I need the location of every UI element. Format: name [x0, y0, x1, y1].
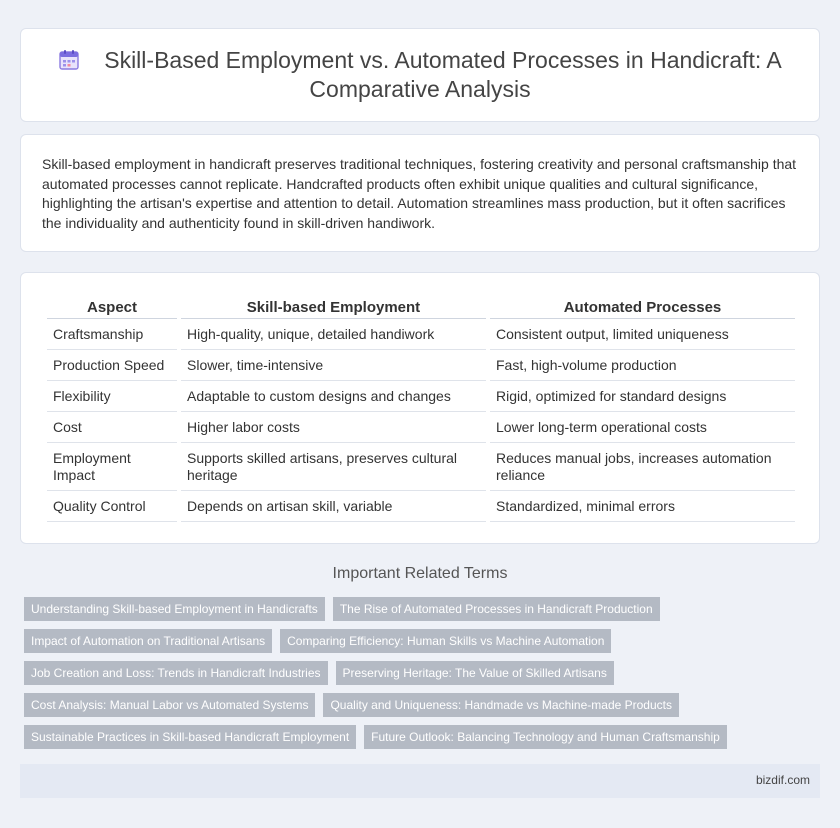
- cell-skill-based: Adaptable to custom designs and changes: [181, 381, 486, 412]
- cell-automated: Reduces manual jobs, increases automation reliance: [490, 443, 795, 491]
- header-automated: Automated Processes: [490, 297, 795, 319]
- header-skill-based: Skill-based Employment: [181, 297, 486, 319]
- cell-skill-based: Higher labor costs: [181, 412, 486, 443]
- tag-row: [24, 725, 804, 749]
- tag-row: [24, 693, 804, 717]
- page-title-wrap: [21, 46, 819, 104]
- table-row: [47, 443, 795, 491]
- cell-skill-based: Slower, time-intensive: [181, 350, 486, 381]
- related-term-link[interactable]: Understanding Skill-based Employment in Handicrafts: [24, 597, 325, 621]
- cell-skill-based: Depends on artisan skill, variable: [181, 491, 486, 522]
- table-row: [47, 412, 795, 443]
- cell-aspect: Cost: [47, 412, 177, 443]
- related-term-link[interactable]: Impact of Automation on Traditional Artisans: [24, 629, 272, 653]
- intro-card: [20, 134, 820, 252]
- related-terms-list: [24, 597, 804, 757]
- related-term-link[interactable]: Preserving Heritage: The Value of Skilled Artisans: [336, 661, 614, 685]
- cell-automated: Rigid, optimized for standard designs: [490, 381, 795, 412]
- table-row: [47, 381, 795, 412]
- cell-aspect: Quality Control: [47, 491, 177, 522]
- related-term-link[interactable]: The Rise of Automated Processes in Handicraft Production: [333, 597, 660, 621]
- cell-automated: Consistent output, limited uniqueness: [490, 319, 795, 350]
- cell-aspect: Production Speed: [47, 350, 177, 381]
- comparison-card: [20, 272, 820, 544]
- cell-automated: Fast, high-volume production: [490, 350, 795, 381]
- cell-aspect: Craftsmanship: [47, 319, 177, 350]
- related-term-link[interactable]: Quality and Uniqueness: Handmade vs Machine-made Products: [323, 693, 679, 717]
- footer-site-link[interactable]: bizdif.com: [755, 773, 810, 787]
- page-title: Skill-Based Employment vs. Automated Processes in Handicraft: A Comparative Analysis: [104, 47, 782, 102]
- comparison-table: [43, 297, 799, 522]
- intro-paragraph: Skill-based employment in handicraft preserves traditional techniques, fostering creativity and personal craftsmanship that automated processes cannot replicate. Handcrafted products often exhibit unique qualities and cultural significance, highlighting the artisan's expertise and attention to detail. Automation streamlines mass production, but it often sacrifices the individuality and authenticity found in skill-driven handiwork.: [42, 156, 797, 231]
- table-header-row: [47, 297, 795, 319]
- calendar-icon: [58, 49, 80, 71]
- cell-automated: Lower long-term operational costs: [490, 412, 795, 443]
- related-term-link[interactable]: Comparing Efficiency: Human Skills vs Machine Automation: [280, 629, 611, 653]
- tag-row: [24, 661, 804, 685]
- related-terms-title: Important Related Terms: [332, 565, 508, 582]
- tag-row: [24, 629, 804, 653]
- header-aspect: Aspect: [47, 297, 177, 319]
- cell-skill-based: Supports skilled artisans, preserves cultural heritage: [181, 443, 486, 491]
- table-row: [47, 319, 795, 350]
- cell-aspect: Flexibility: [47, 381, 177, 412]
- footer: [20, 764, 820, 798]
- cell-skill-based: High-quality, unique, detailed handiwork: [181, 319, 486, 350]
- cell-aspect: Employment Impact: [47, 443, 177, 491]
- table-row: [47, 350, 795, 381]
- related-term-link[interactable]: Cost Analysis: Manual Labor vs Automated Systems: [24, 693, 315, 717]
- cell-automated: Standardized, minimal errors: [490, 491, 795, 522]
- related-term-link[interactable]: Sustainable Practices in Skill-based Handicraft Employment: [24, 725, 356, 749]
- related-term-link[interactable]: Job Creation and Loss: Trends in Handicraft Industries: [24, 661, 328, 685]
- title-card: [20, 28, 820, 122]
- tag-row: [24, 597, 804, 621]
- related-term-link[interactable]: Future Outlook: Balancing Technology and Human Craftsmanship: [364, 725, 727, 749]
- table-row: [47, 491, 795, 522]
